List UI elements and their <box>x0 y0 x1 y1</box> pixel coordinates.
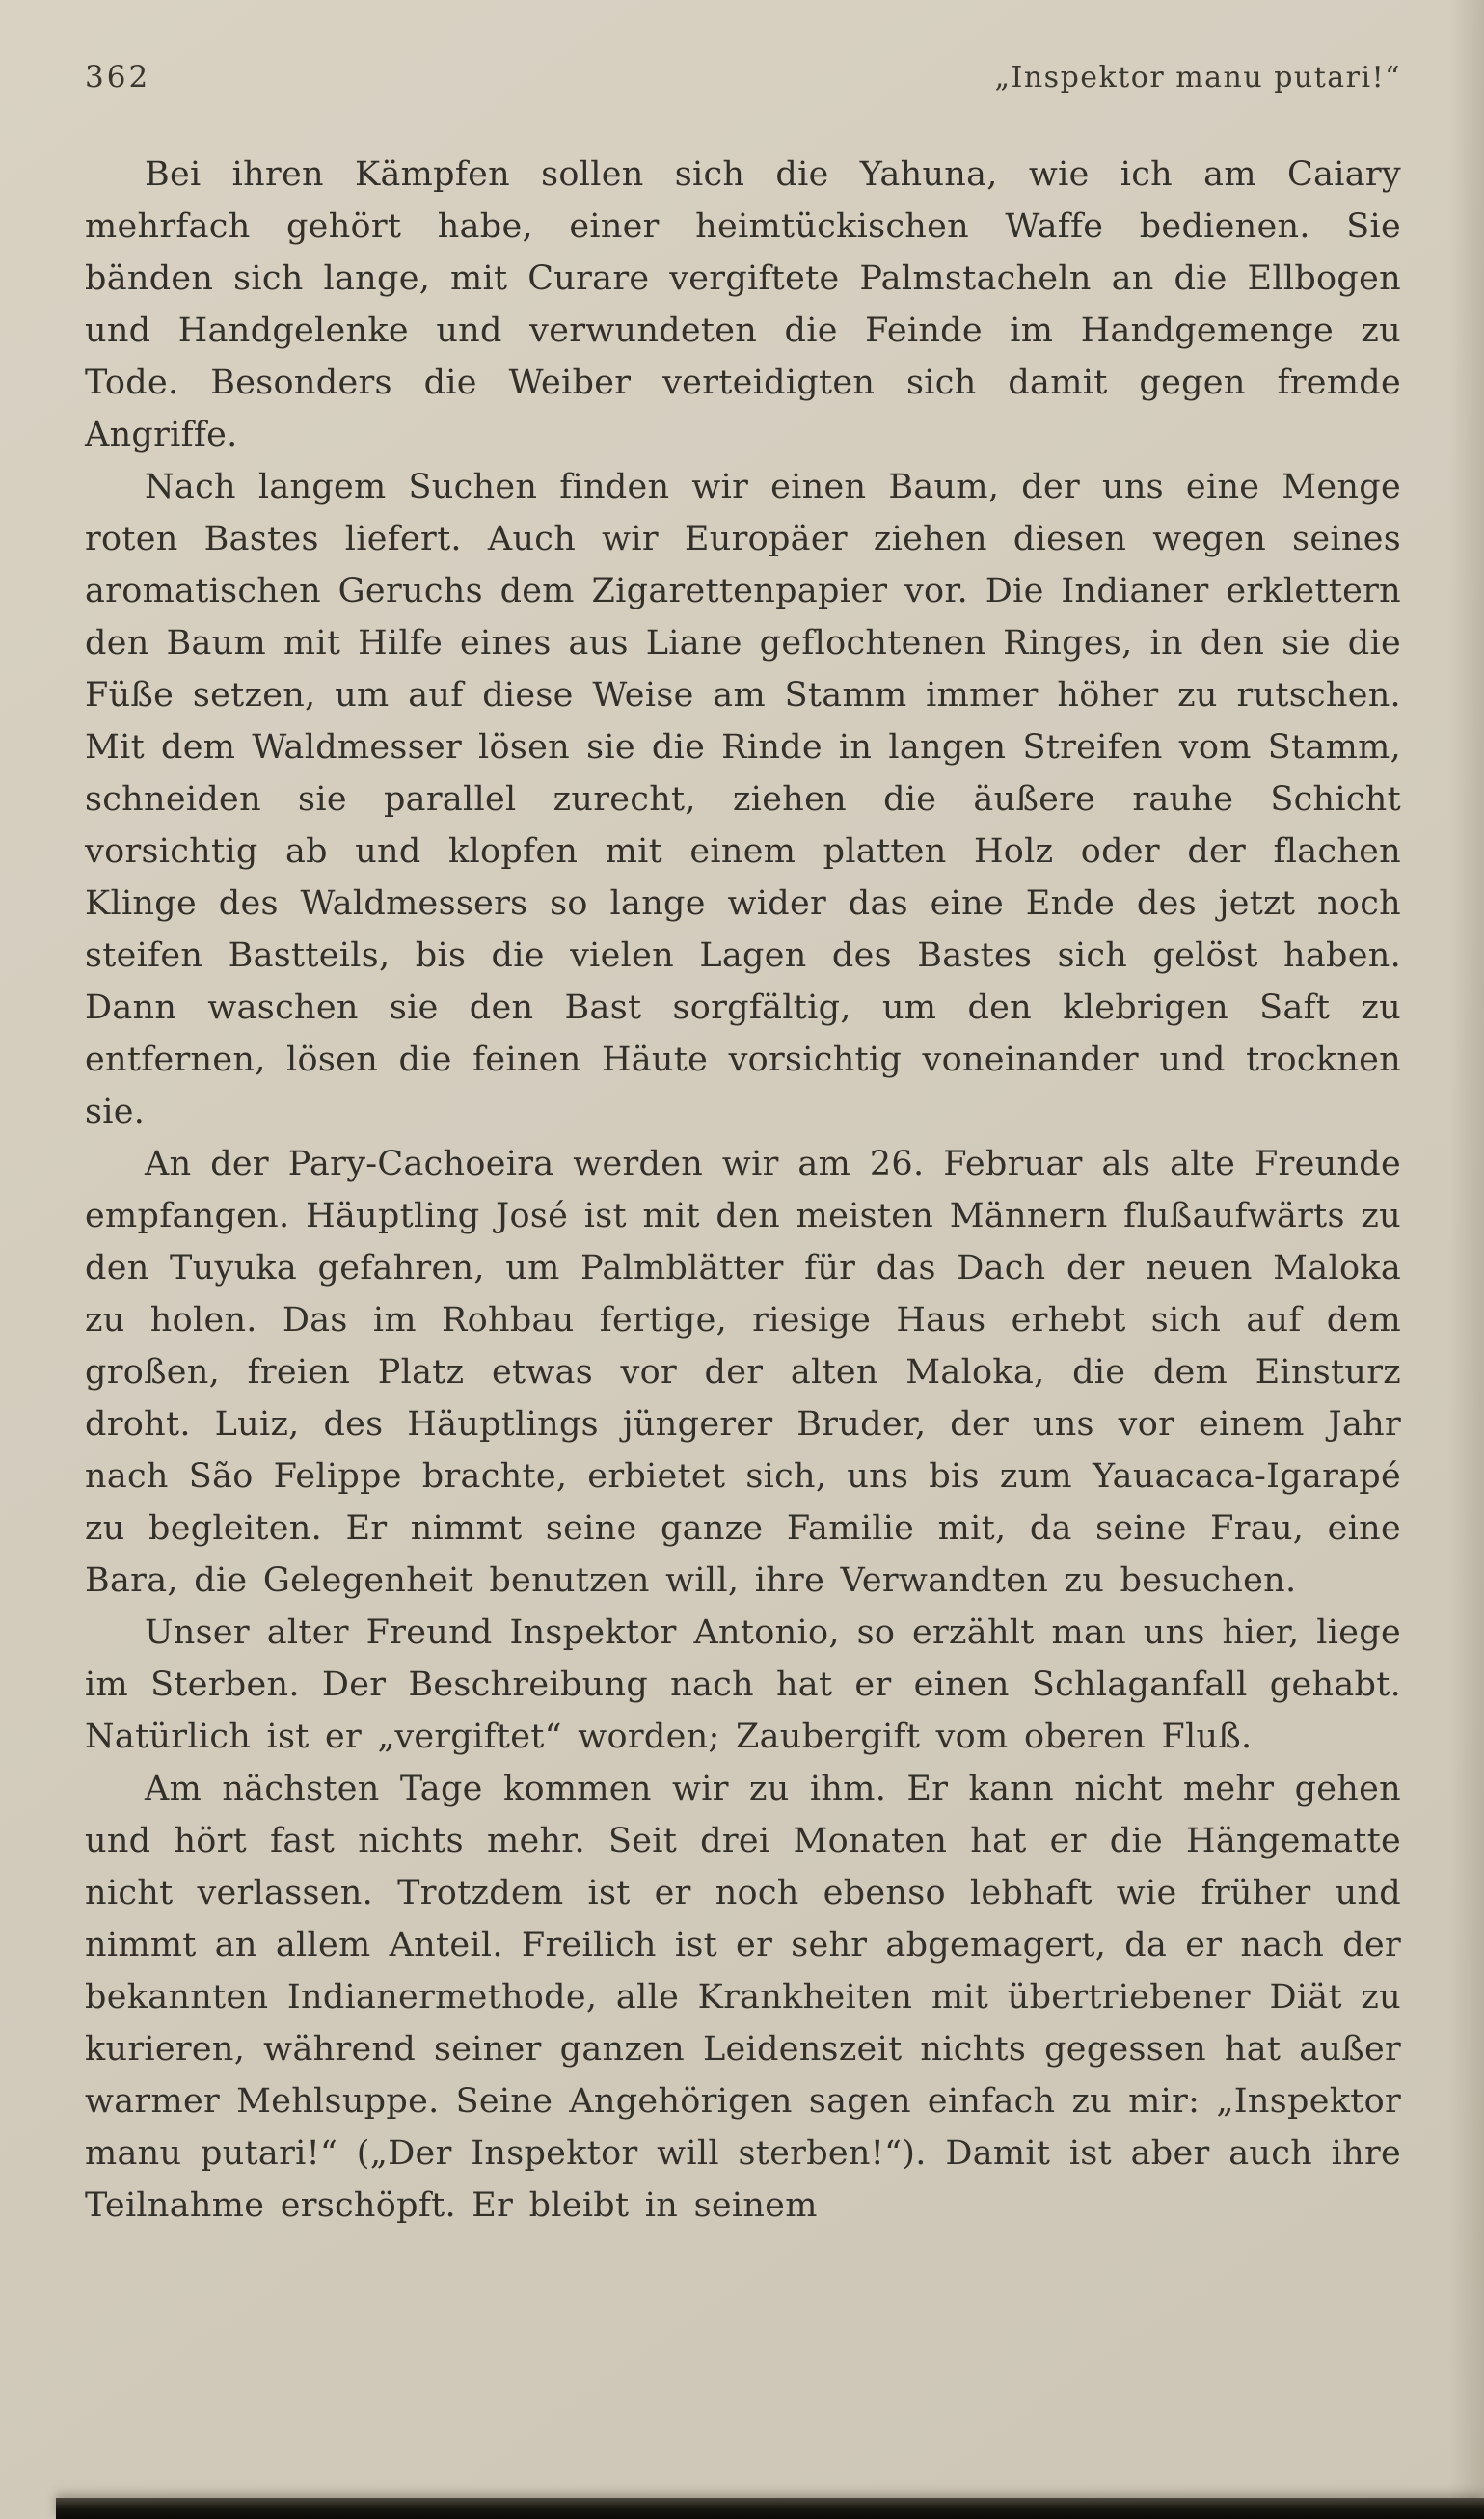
page-edge-shadow <box>56 2498 1484 2519</box>
paragraph: Am nächsten Tage kommen wir zu ihm. Er kann nicht mehr gehen und hört fast nichts mehr. Seit drei Monaten hat er die Hängematte nicht verlassen. Trotzdem ist er noch ebenso lebhaft wie früher und nimmt an allem Anteil. Freilich ist er sehr abgemagert, da er nach der bekannten Indianermethode, alle Krankheiten mit übertriebener Diät zu kurieren, während seiner ganzen Leidenszeit nichts gegessen hat außer warmer Mehlsuppe. Seine Angehörigen sagen einfach zu mir: „Inspektor manu putari!“ („Der Inspektor will sterben!“). Damit ist aber auch ihre Teilnahme erschöpft. Er bleibt in seinem <box>85 1770 1401 2225</box>
paragraph: Nach langem Suchen finden wir einen Baum, der uns eine Menge roten Bastes liefert. Auch wir Europäer ziehen diesen wegen seines aromatischen Geruchs dem Zigarettenpapier vor. Die Indianer erklettern den Baum mit Hilfe eines aus Liane geflochtenen Ringes, in den sie die Füße setzen, um auf diese Weise am Stamm immer höher zu rutschen. Mit dem Waldmesser lösen sie die Rinde in langen Streifen vom Stamm, schneiden sie parallel zurecht, ziehen die äußere rauhe Schicht vorsichtig ab und klopfen mit einem platten Holz oder der flachen Klinge des Waldmessers so lange wider das eine Ende des jetzt noch steifen Bastteils, bis die vielen Lagen des Bastes sich gelöst haben. Dann waschen sie den Bast sorgfältig, um den klebrigen Saft zu entfernen, lösen die feinen Häute vorsichtig voneinander und trocknen sie. <box>85 468 1401 1131</box>
page-header <box>85 60 1401 95</box>
paragraph: Unser alter Freund Inspektor Antonio, so erzählt man uns hier, liege im Sterben. Der Beschreibung nach hat er einen Schlaganfall gehabt. Natürlich ist er „vergiftet“ worden; Zaubergift vom oberen Fluß. <box>85 1613 1401 1756</box>
body-text <box>85 149 1401 2232</box>
paragraph: Bei ihren Kämpfen sollen sich die Yahuna, wie ich am Caiary mehrfach gehört habe, einer heimtückischen Waffe bedienen. Sie bänden sich lange, mit Curare vergiftete Palmstacheln an die Ellbogen und Handgelenke und verwundeten die Feinde im Handgemenge zu Tode. Besonders die Weiber verteidigten sich damit gegen fremde Angriffe. <box>85 155 1401 454</box>
paragraph: An der Pary-Cachoeira werden wir am 26. Februar als alte Freunde empfangen. Häuptling José ist mit den meisten Männern flußaufwärts zu den Tuyuka gefahren, um Palmblätter für das Dach der neuen Maloka zu holen. Das im Rohbau fertige, riesige Haus erhebt sich auf dem großen, freien Platz etwas vor der alten Maloka, die dem Einsturz droht. Luiz, des Häuptlings jüngerer Bruder, der uns vor einem Jahr nach São Felippe brachte, erbietet sich, uns bis zum Yauacaca-Igarapé zu begleiten. Er nimmt seine ganze Familie mit, da seine Frau, eine Bara, die Gelegenheit benutzen will, ihre Verwandten zu besuchen. <box>85 1145 1401 1600</box>
running-header: „Inspektor manu putari!“ <box>994 61 1401 95</box>
page-number: 362 <box>85 60 151 95</box>
